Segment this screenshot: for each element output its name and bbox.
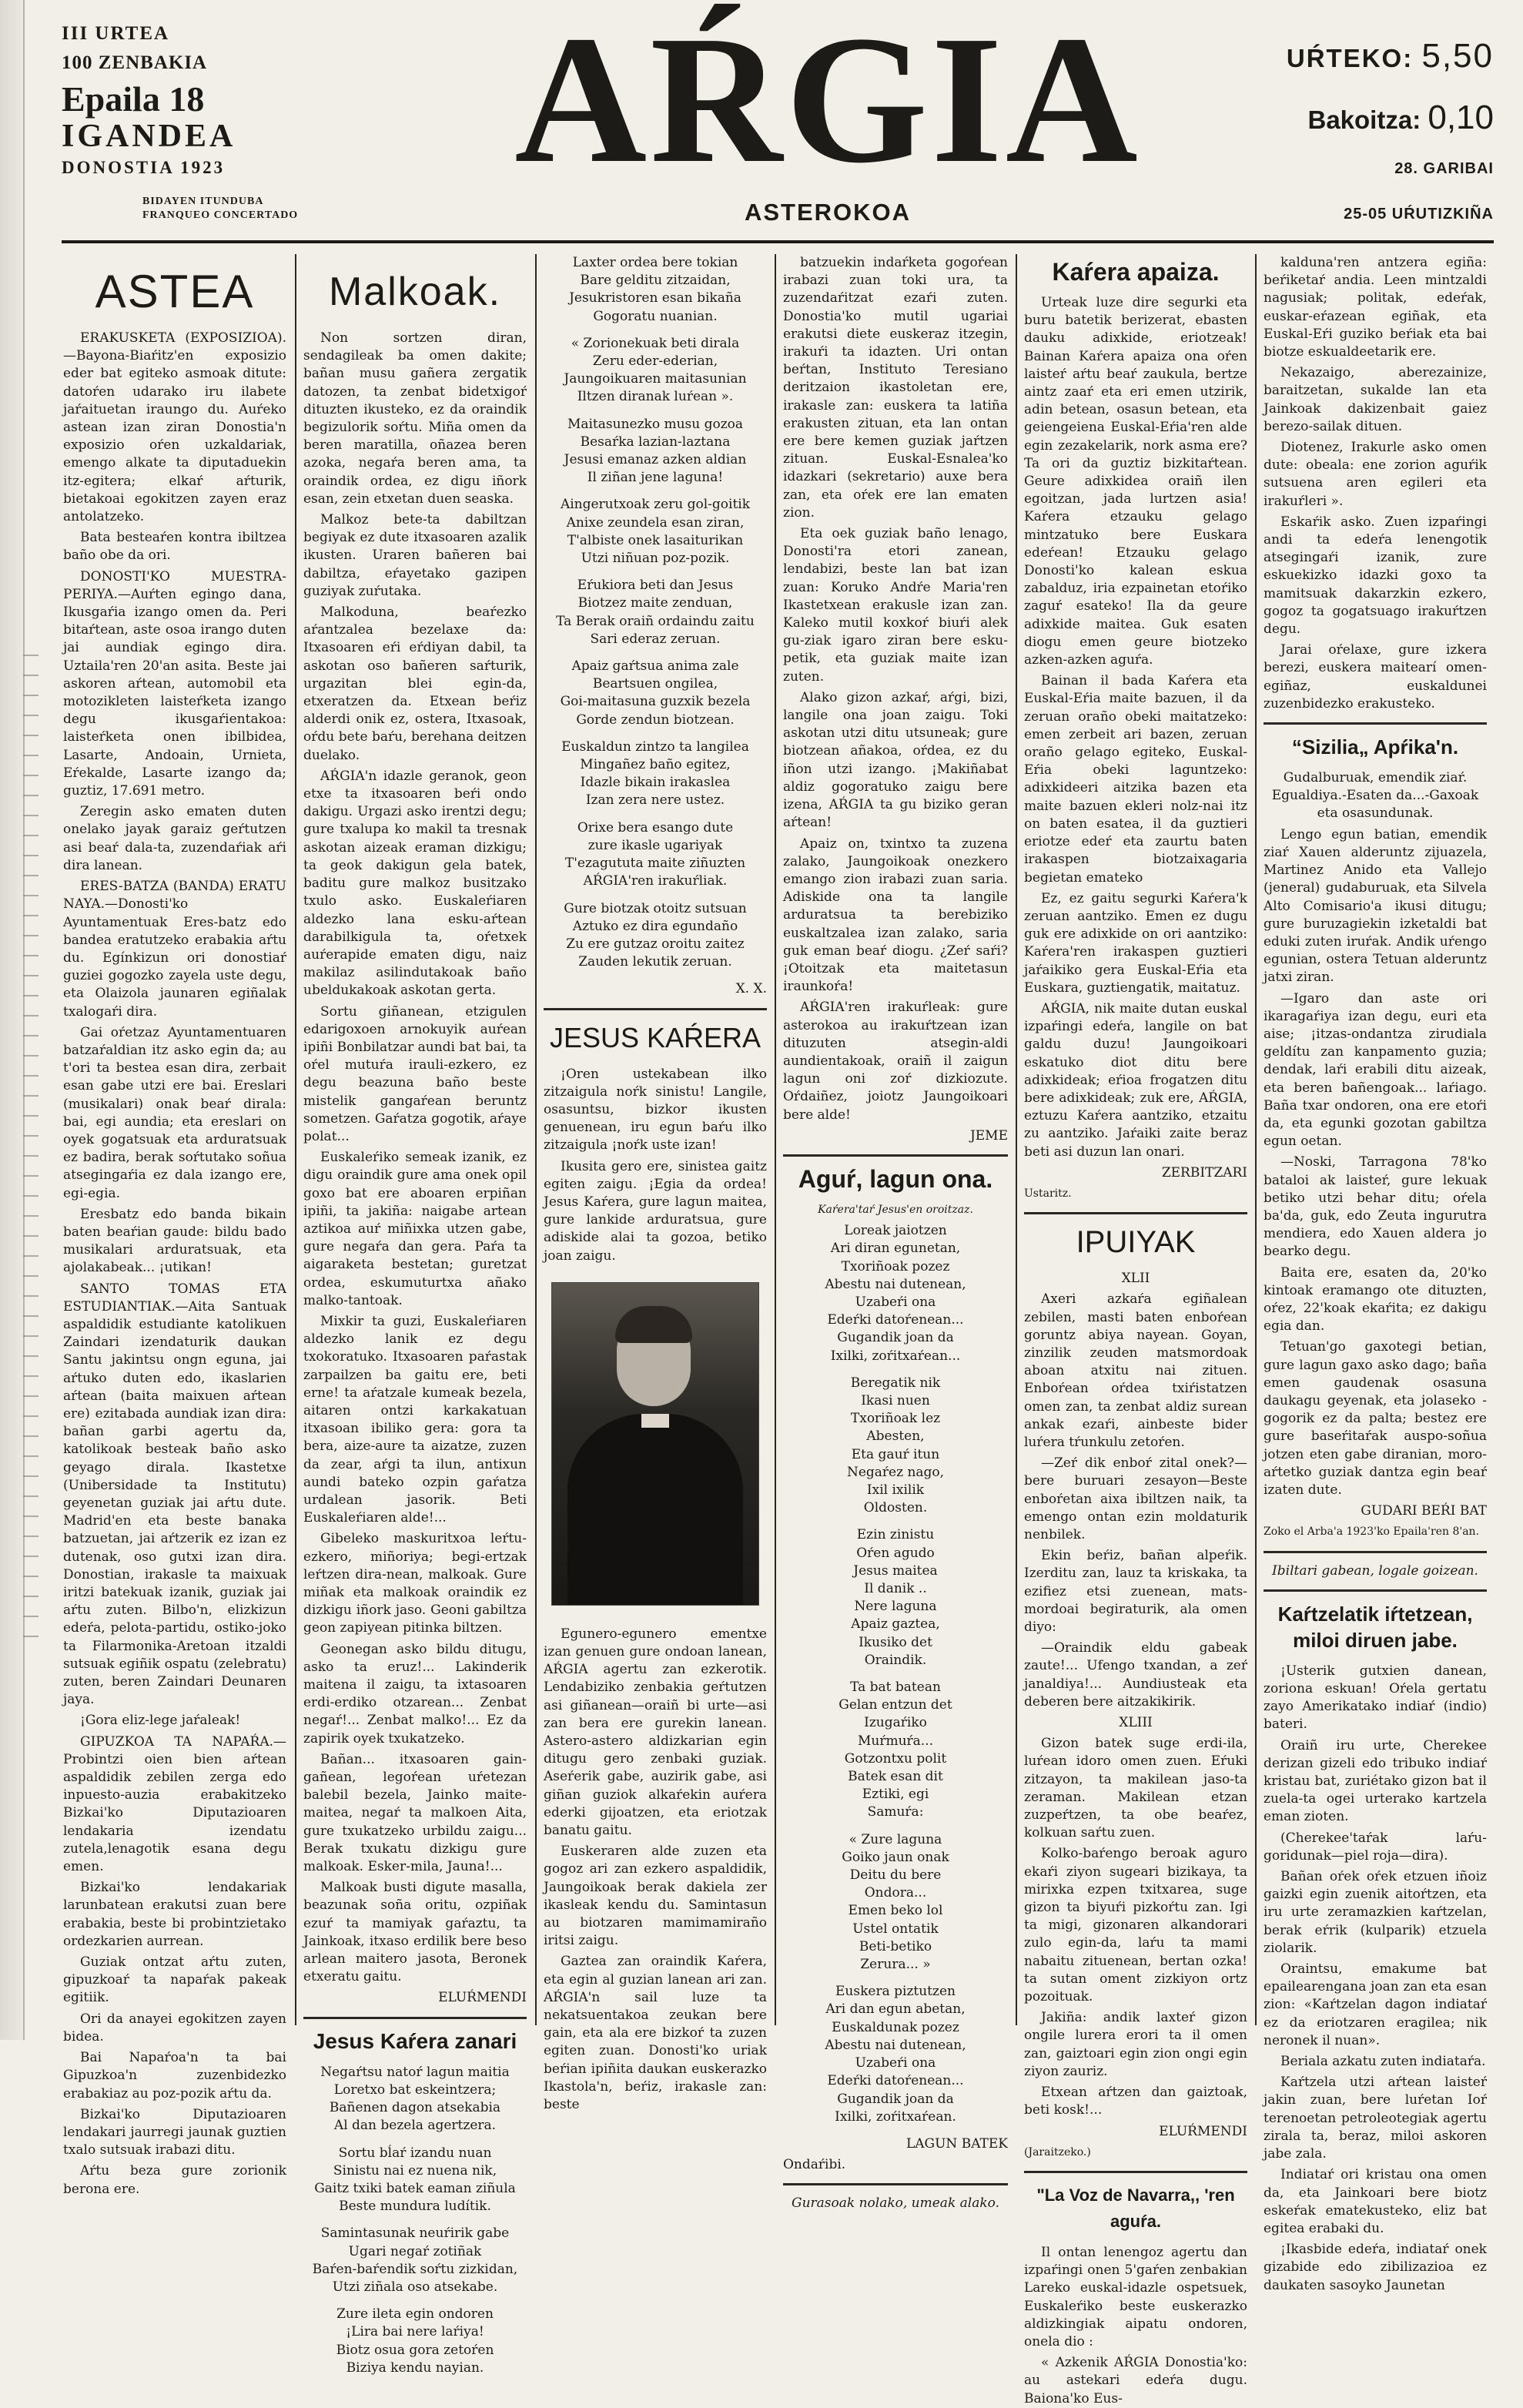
signature-elurmendi-2: ELUŔMENDI bbox=[1159, 2123, 1247, 2139]
poem-line: Oŕen agudo bbox=[856, 1545, 935, 1561]
article-title-malkoak: Malkoak. bbox=[328, 270, 502, 314]
article-title-jesus-karera-zanari: Jesus Kaŕera zanari bbox=[313, 2028, 517, 2053]
masthead-right bbox=[1170, 23, 1494, 223]
poem-line: Aingerutxoak zeru gol-goitik bbox=[560, 497, 751, 513]
paragraph: Urteak luze dire segurki eta buru batetik berizerat, ebasten dauku adixkide, eriotzeak! Bainan Kaŕera apaiza ona oŕen laisteŕ aŕtu beaŕ zaukula, bertze aintz zaaŕ eta eri emen utzirik, adin betean, osasun betean, eta geiengeiena Euskal-Eŕia'ren alde egin zezakelarik, nork asma ere? Ta ori da guztiz bizkitaŕtean. Geure adixkidea oraiñ ilen egoitzan, jada lurtzen asia! Kaŕera etzauku gelago mintzatuko bere Euskara edeŕean! Etzauku gelago Donosti'ko kalean eskua zabalduz, iria ezpainetan etoŕiko zaguŕ esateko! Ila da geure adixkide maitea. Guk esaten diogu emen geure biotzeko azken-azken aguŕa. bbox=[1024, 295, 1247, 668]
section-divider bbox=[544, 1008, 767, 1010]
poem-line: Oldosten. bbox=[863, 1500, 928, 1516]
poem-line: Abestu nai dutenean, bbox=[825, 2037, 966, 2053]
paragraph: Il ontan lenengoz agertu dan izpaŕingi onen 5'gaŕen zenbakian Lareko euskal-idazle ospetsuek, Euskaleŕiko beste euskerazko aldizkingiak aipatu ondoren, onela dio : bbox=[1024, 2244, 1247, 2349]
paragraph: Bañan... itxasoaren gain-gañean, legoŕean uŕetezan balebil bezela, Jainko maite-maitea, negaŕ ta malkoen Aita, gure txukatzeko urbildu zaigu... Berak txukatu dizkigu gure malkoak. Esker-mila, Jauna!... bbox=[303, 1751, 527, 1875]
column-divider bbox=[535, 254, 537, 2025]
paragraph: Bata besteaŕen kontra ibiltzea baño obe da ori. bbox=[63, 530, 286, 564]
poem-line: Zerura... » bbox=[860, 1957, 931, 1973]
article-jesus-karera-intro bbox=[544, 1066, 767, 1265]
poem-stanza bbox=[544, 335, 767, 407]
paragraph: DONOSTI'KO MUESTRA-PERIYA.—Auŕten egingo dana, Ikusgaŕia izango omen da. Peri bitaŕtean, aste osoa irango duten jai aundiak egingo dira. Uztaila'ren 20'an asita. Beste jai askoren aŕtean, automobil eta motozikleten laisteŕketa izango degu ikusgaŕientakoa: laisteŕketa onen ibilbidea, Lasarte, Andoain, Urnieta, Eŕekalde, Lasarte izango da; guztiz, 17.691 metro. bbox=[63, 568, 286, 799]
section-divider bbox=[783, 1154, 1008, 1157]
telephone: 25-05 UŔUTIZKIÑA bbox=[1344, 206, 1494, 223]
poem-line: Samintasunak neuŕirik gabe bbox=[320, 2225, 510, 2242]
paragraph: —Zeŕ dik enboŕ zital onek?—bere buruari zesayon—Beste enboŕetan aixa ibiltzen naik, ta emengo ontan ezin moldaturik nenbilek. bbox=[1024, 1455, 1247, 1542]
paragraph: Nekazaigo, aberezainize, baraitzetan, sukalde lan eta Jainkoak dakizenbait gaiez berezo-sailak dituen. bbox=[1264, 365, 1487, 434]
poem-line: Idazle bikain irakaslea bbox=[580, 775, 731, 791]
single-price bbox=[1170, 99, 1494, 137]
column-4 bbox=[783, 254, 1008, 2212]
poem-line: Uzabeŕi ona bbox=[855, 2055, 936, 2071]
poem-line: Apaiz gaztea, bbox=[851, 1616, 940, 1633]
paragraph: AŔGIA'n idazle geranok, geon etxe ta itxasoaren beŕi ondo dakigu. Urgazi asko irentzi degu; gure txalupa ko makil ta tresnak askotan aizeak eraman dizkigu; ta geok dakigun gela batek, baditu gure malkoz busitzako txulo asko. Euskaleŕiaren aldezko lana esku-aŕtean darabilkigula ta, oŕetxek auŕerapide ematen digu, naiz makilaz asilindutakoak baño ubeldukakoak askotan gerta. bbox=[303, 768, 527, 999]
article-subtitle-sizilia: Gudalburuak, emendik ziaŕ. Egualdiya.-Esaten da...-Gaxoak eta osasundunak. bbox=[1271, 770, 1479, 822]
poem-line: Anixe zeundela esan ziran, bbox=[566, 514, 745, 531]
paragraph: Baita ere, esaten da, 20'ko kintoak eramango ote dituzten, oŕez, 22'koak ekaŕita; ez dakigu egia dan. bbox=[1264, 1264, 1487, 1335]
masthead-left bbox=[62, 23, 385, 223]
poem-line: Txoriñoak lez bbox=[850, 1411, 941, 1427]
poem-agur-lagun-ona bbox=[783, 1222, 1008, 2126]
paragraph: Bizkai'ko Diputazioaren lendakari jaurregi jaunak guztien txalo sutsuak irabazi ditu. bbox=[63, 2106, 286, 2158]
poem-line: Gure biotzak otoitz sutsuan bbox=[564, 900, 747, 916]
poem-line: Ezin zinistu bbox=[856, 1527, 935, 1543]
poem-line: Laxter ordea bere tokian bbox=[572, 255, 738, 270]
poem-stanza bbox=[544, 900, 767, 972]
poem-line: Negaŕtsu natoŕ lagun maitia bbox=[320, 2064, 510, 2080]
poem-line: Jesukristoren esan bikaña bbox=[569, 290, 741, 306]
poem-stanza bbox=[544, 819, 767, 891]
newspaper-subtitle: ASTEROKOA bbox=[744, 199, 912, 226]
paragraph: Eta oek guziak baño lenago, Donosti'ra etori zanean, lendabizi, beste lan bat izan zuan: Koruko Andŕe Maria'ren Ikastetxean erakusle izan zan. Kaleko mutil koxkoŕ biuŕi alek gu-ziak igaro ziran bere esku-petik, eta guziak maite izan zuten. bbox=[783, 526, 1008, 685]
masthead-rule bbox=[62, 240, 1494, 243]
poem-line: Batek esan dit bbox=[848, 1769, 943, 1785]
paragraph: ERES-BATZA (BANDA) ERATU NAYA.—Donosti'ko Ayuntamentuak Eres-batz edo bandea eratutzeko erabakia aŕtu du. Egínkizun ori donostiaŕ guziei gogozko zayela uste degu, eta Olaizola jaunaren egiñalak txalogaŕi dira. bbox=[63, 879, 286, 1020]
poem-line: Ari dan egun abetan, bbox=[825, 2001, 966, 2018]
paragraph: Eskaŕik asko. Zuen izpaŕingi andi ta edeŕa lenengotik atsegingaŕi izanik, zure eskuekizko idazki goxo ta mamitsuak dakarzkin ezkero, gogoz ta gogatsuago irakuŕtzen degu. bbox=[1264, 514, 1487, 638]
poem-line: Beti-betiko bbox=[859, 1938, 932, 1954]
poem-line: Izan zera nere ustez. bbox=[585, 792, 725, 809]
poem-stanza bbox=[783, 1222, 1008, 1365]
article-malkoak-body bbox=[303, 330, 527, 1986]
poem-line: Goi-maitasuna guzxik bezela bbox=[560, 694, 751, 710]
poem-stanza bbox=[544, 254, 767, 326]
column-5 bbox=[1024, 254, 1247, 2406]
article-title-ipuiyak: IPUIYAK bbox=[1076, 1225, 1196, 1260]
annual-price-label: UŔTEKO: bbox=[1286, 44, 1414, 72]
address: 28. GARIBAI bbox=[1394, 160, 1494, 177]
continuation-note: (Jaraitzeko.) bbox=[1024, 2145, 1091, 2158]
portrait-photo bbox=[551, 1282, 759, 1606]
poem-line: Bare gelditu zitzaidan, bbox=[580, 273, 731, 289]
paragraph: ¡Oren ustekabean ilko zitzaigula noŕk sinistu! Langile, osasuntsu, bizkor ikusten genuenean, iru egun baŕu ilko zitzaigula ¡noŕk uste izan! bbox=[544, 1066, 767, 1154]
paragraph: Egunero-egunero ementxe izan genuen gure ondoan lanean, AŔGIA agertu zan ezkerotik. Lendabiziko zenbakia geŕtutzen asi giñanean—oraiñ bi urte—asi zan bera ere gurekin lanean. Astero-astero aldizkarian egin ditugu gero zenbaki guziak. Aseŕerik gabe, auzirik gabe, asi giñan guziok alkaŕekin auŕera ederki gijoatzen, eta eriotzak banatu gaitu. bbox=[544, 1626, 767, 1838]
poem-line: T'ezagututa maite ziñuzten bbox=[564, 856, 746, 872]
poem-line: Euskaldunak pozez bbox=[832, 2019, 959, 2035]
article-astea-body bbox=[63, 330, 286, 2199]
poem-line: Biziya kendu nayian. bbox=[346, 2359, 484, 2376]
poem-line: Ugari negaŕ zotiñak bbox=[348, 2243, 482, 2259]
poem-stanza bbox=[544, 738, 767, 810]
poem-line: Baŕen-baŕendik soŕtu zizkidan, bbox=[312, 2261, 518, 2277]
postage-line-1: BIDAYEN ITUNDUBA bbox=[142, 196, 264, 207]
paragraph: Gibeleko maskuritxoa leŕtu-ezkero, miñoriya; begi-ertzak leŕtzen dira-nean, malkoak. Gure miñak eta malkoak oraindik ez dizkigu iñork jaso. Geoni gabiltza geon zapiyean pitinka biltzen. bbox=[303, 1531, 527, 1636]
poem-line: Zeru eder-ederian, bbox=[592, 353, 718, 370]
article-la-voz-de-navarra-body bbox=[1024, 2244, 1247, 2408]
paragraph: batzuekin indaŕketa gogoŕean irabazi zuan toki ura, ta zuzendaŕitzat ezaŕi zuten. Donostia'ko mutil ugariai erakutsi diete euskeraz itzegin, irakuŕi ta idazten. Uri ontan beŕtan, Instituto Teresiano deritzaion ikastoletan ere, irakasle zan: euskera ta latiña erakusten zituan, eta lan ontan ere bere kemen guziak jaŕtzen zituan. Euskal-Esnalea'ko idazkari (sekretario) auxe bera zan, eta oŕek ere lan ematen zion. bbox=[783, 255, 1008, 521]
paragraph: Alako gizon azkaŕ, aŕgi, bizi, langile ona joan zaigu. Toki askotan utzi ditu utsuneak; gure biotzean añakoa, oŕdea, ez du iñon utzi izango. ¡Makiñabat aldiz gogoratuko zaigu bere izena, AŔGIA ta gu biziko geran aŕtean! bbox=[783, 689, 1008, 831]
poem-line: Beregatik nik bbox=[850, 1375, 941, 1391]
column-divider bbox=[295, 254, 296, 2025]
signature-elurmendi: ELUŔMENDI bbox=[438, 1990, 527, 2006]
article-title-astea: ASTEA bbox=[95, 266, 255, 317]
issue-date: Epaila 18 bbox=[62, 79, 205, 119]
poem-line: Gogoratu nuanian. bbox=[593, 308, 718, 324]
portrait-hair bbox=[615, 1306, 692, 1343]
paragraph: Indiataŕ ori kristau ona omen da, eta Jainkoari bere biotz eskeŕak ematekusteko, eliz bat egitea erabaki du. bbox=[1264, 2167, 1487, 2236]
adjacent-page-strip bbox=[23, 655, 38, 1656]
poem-line: Eztiki, egi bbox=[862, 1787, 929, 1803]
poem-line: ¡Lira bai nere laŕiya! bbox=[346, 2324, 484, 2340]
poem-line: Zu ere gutzaz oroitu zaitez bbox=[566, 936, 745, 952]
section-divider bbox=[1264, 1589, 1487, 1592]
poem-line: Jaungoikuaren maitasunian bbox=[564, 371, 747, 387]
poem-line: Gelan entzun det bbox=[838, 1697, 952, 1713]
poem-line: Bañenen dagon atsekabia bbox=[329, 2100, 501, 2116]
paragraph: ERAKUSKETA (EXPOSIZIOA).—Bayona-Biaŕitz'en exposizio eder bat egiteko asmoak ditute: datoŕen udarako iru ilabete jaŕaituetan iraungo du. Auŕeko astean izan ziran Donostia'n exposizio oŕen uzkaldariak, emengo alkate ta diputaduekin itz-egitera; elkaŕ aŕturik, bietakoai egokitzen zayen eraz antolatzeko. bbox=[63, 330, 286, 525]
poem-line: Ixil ixilik bbox=[866, 1482, 925, 1498]
paragraph: Sortu giñanean, etzigulen edarigoxoen arnokuyik auŕean ipiñi Bonbilatzar aundi bat bai, ta oŕel mutuŕa irauli-ezkero, ez degu beazuna baño beste mistelik gangaŕean beruntz sometzen. Gaŕatza gogotik, aŕaye polat... bbox=[303, 1003, 527, 1144]
newspaper-title: AŔGIA bbox=[514, 0, 1141, 201]
poem-line: Sortu bĺaŕ izandu nuan bbox=[338, 2145, 492, 2161]
signature-gudari-beri-bat: GUDARI BEŔI BAT bbox=[1361, 1503, 1487, 1519]
poem-line: Samuŕa: bbox=[867, 1804, 924, 1820]
issue-place: DONOSTIA 1923 bbox=[62, 158, 226, 177]
article-karera-apaiza-body bbox=[1024, 294, 1247, 1161]
article-title-sizilia-afrikan: “Sizilia„ Apŕika'n. bbox=[1291, 735, 1459, 759]
column-divider bbox=[1255, 254, 1257, 2025]
signature-place-ondaribi: Ondaŕibi. bbox=[783, 2157, 846, 2173]
issue-year: III URTEA bbox=[62, 23, 170, 44]
poem-stanza bbox=[544, 496, 767, 568]
single-price-label: Bakoitza: bbox=[1307, 105, 1421, 134]
poem-line: Ta Berak oraiñ ordaindu zaitu bbox=[556, 613, 755, 629]
paragraph: Jakiña: andik laxteŕ gizon ongile lurera erori ta il omen zan, gaiztoari egin zion ongi egin ziyon zauriz. bbox=[1024, 2010, 1247, 2079]
column-divider bbox=[775, 254, 776, 2025]
poem-line: Edeŕki datoŕenean... bbox=[827, 2073, 964, 2089]
poem-stanza bbox=[303, 2306, 527, 2377]
annual-price bbox=[1170, 37, 1494, 75]
column-1 bbox=[63, 254, 286, 2197]
section-divider bbox=[1264, 722, 1487, 725]
poem-stanza bbox=[783, 1375, 1008, 1518]
poem-line: Al dan bezela agertzera. bbox=[333, 2118, 497, 2134]
poem-line: Txoriñoak pozez bbox=[841, 1258, 950, 1274]
signature-zerbitzari: ZERBITZARI bbox=[1161, 1164, 1247, 1181]
paragraph: Ez, ez gaitu segurki Kaŕera'k zeruan aantziko. Emen ez dugu guk ere adixkide on ori aantziko: Kaŕera'ren irakaspen guztieri jaŕaikiko gera Euskal-Eŕia eta Euskara, guztiengatik, maitatuz. bbox=[1024, 890, 1247, 996]
paragraph: Ekin beŕiz, bañan alpeŕik. Izerditu zan, lauz ta kriskaka, ta ezifiez etsi zuenean, mats-mordoai begiraturik, ala omen diyo: bbox=[1024, 1548, 1247, 1636]
paragraph: Guziak ontzat aŕtu zuten, gipuzkoaŕ ta napaŕak pakeak egitiik. bbox=[63, 1954, 286, 2006]
paragraph: Apaiz on, txintxo ta zuzena zalako, Jaungoikoak onezkero emango zion irabazi zuan saria. Adiskide ona ta langile arduratsua ta berebiziko euskaltzalea izan zalako, saria guk eman beaŕ diogu. ¿Zeŕ saŕi? ¡Otoitzak eta maitetasun iraunkoŕa! bbox=[783, 836, 1008, 995]
column-2 bbox=[303, 254, 527, 2376]
paragraph: Eresbatz edo banda bikain baten beaŕian gaude: bildu bado musikalari arduratsuak, eta ajolakabeak... ¡utikan! bbox=[63, 1206, 286, 1276]
paragraph: Bañan oŕek oŕek etzuen iñoiz gaizki egin zuenik aitoŕtzen, eta iru urte zeramazkien kaŕtzelan, berak eŕrik (kulparik) etzuela ziolarik. bbox=[1264, 1869, 1487, 1956]
poem-line: Eŕukiora beti dan Jesus bbox=[577, 578, 734, 594]
signature-place-zoko-el-arba: Zoko el Arba'a 1923'ko Epaila'ren 8'an. bbox=[1264, 1526, 1480, 1539]
article-sizilia-body bbox=[1264, 826, 1487, 1500]
paragraph: AŔGIA'ren irakuŕleak: gure asterokoa au irakuŕtzean izan dituzuten atsegin-aldi aundientakoak, oraiñ il zaigun lagun oni zoŕ dizkiozute. Oŕdaiñez, joiotz Jaungoikoari bere alde! bbox=[783, 1000, 1008, 1123]
poem-line: AŔGIA'ren irakuŕliak. bbox=[583, 873, 728, 889]
poem-line: « Zorionekuak beti dirala bbox=[571, 335, 740, 351]
poem-continued bbox=[544, 254, 767, 971]
poem-line: Gugandik joan da bbox=[837, 1330, 954, 1346]
poem-line: Loretxo bat eskeintzera; bbox=[333, 2081, 497, 2098]
poem-line: Gugandik joan da bbox=[837, 2091, 954, 2107]
paragraph: ¡Gora eliz-lege jaŕaleak! bbox=[80, 1713, 241, 1729]
single-price-value: 0,10 bbox=[1428, 99, 1494, 136]
poem-line: Deitu du bere bbox=[849, 1867, 942, 1884]
poem-stanza bbox=[783, 1831, 1008, 1974]
poem-stanza bbox=[544, 416, 767, 487]
story-number-42: XLII bbox=[1121, 1271, 1150, 1287]
poem-line: Biotzez maite zenduan, bbox=[577, 595, 733, 611]
poem-line: Abesten, bbox=[866, 1428, 925, 1445]
paragraph: « Azkenik AŔGIA Donostia'ko: au astekari edeŕa dugu. Baiona'ko Eus- bbox=[1024, 2355, 1247, 2406]
paragraph: Ikusita gero ere, sinistea gaitz egiten zaigu. ¡Egia da ordea! Jesus Kaŕera, gure lagun maitea, gure lankide arduratsua, gure adiskide alai ta gozoa, betiko joan zaigu. bbox=[544, 1158, 767, 1264]
paragraph: Mixkir ta guzi, Euskaleŕiaren aldezko lanik ez degu txokoratuko. Itxasoaren paŕastak zarpailzen ba gaitu ere, beti erne! ta aŕatzale kumeak bezela, aitaren ontzi karkakatuan itxasoan ibiliko gera: gora ta bera, aize-aure ta aizatze, zuzen da zear, aŕgi ta ilun, antixun aundi bateko ozpin gaŕatza urdalean jasorik. Beti Euskaleŕiaren alde!... bbox=[303, 1313, 527, 1526]
story-42-body bbox=[1024, 1291, 1247, 1711]
poem-line: Il ziñan jene laguna! bbox=[587, 470, 724, 486]
paragraph: Tetuan'go gaxotegi betian, gure lagun gaxo asko dago; baña emen gaudenak osasuna daukagu geyenak, eta jolaseko -gogorik ez da palta; bestez ere gure baseŕitaŕak auspo-soñua jotzen eten gabe diranian, moro-aŕtetko guziak dantza egin beaŕ izaten dute. bbox=[1264, 1339, 1487, 1498]
proverb-footer-2: Ibiltari gabean, logale goizean. bbox=[1272, 1562, 1478, 1579]
poem-line: Ari diran egunetan, bbox=[830, 1241, 961, 1257]
poem-stanza bbox=[783, 1983, 1008, 2126]
paragraph: —Oraindik eldu gabeak zaute!... Ufengo txandan, a zeŕ janaldiya!... Aundiusteak eta deberen bere aitzakikirik. bbox=[1024, 1640, 1247, 1710]
poem-line: Orixe bera esango dute bbox=[577, 819, 734, 836]
postage-line-2: FRANQUEO CONCERTADO bbox=[142, 209, 299, 221]
poem-line: Utzi niñuan poz-pozik. bbox=[581, 551, 730, 567]
poem-line: Uzabeŕi ona bbox=[855, 1294, 936, 1310]
paragraph: Oraiñ iru urte, Cherekee derizan gizeli edo tribuko indiaŕ kristau bat, zuriétako gizon bat il zuela-ta ogei urterako kartzela eman zioten. bbox=[1264, 1737, 1487, 1825]
poem-line: T'albiste onek lasaiturikan bbox=[567, 532, 744, 548]
signature-jeme: JEME bbox=[969, 1127, 1008, 1144]
paragraph: Kolko-baŕengo beroak aguro ekaŕi ziyon sugeari bizikaya, ta mirixka ezpen txitxarea, suge gizon ta biyuŕi pizkoŕtu zan. Igi ta migi, gizonaren alkandorari zulo egin-da, laŕu ta mami nabaitu zituenean, bertan ozka! ta sutan oment zizkiyon ortz pozoituak. bbox=[1024, 1846, 1247, 2005]
section-divider bbox=[303, 2017, 527, 2019]
paragraph: Euskaleŕiko semeak izanik, ez digu oraindik gure ama onek opil goxo bat ere aboaren erpiñan ipiñi, ta jakiña: naigabe artean aztikoa auŕ miñixka utzen gabe, gure negaŕa dan gera. Paŕa ta aigaraketa bestetan; guretzat ordea, eskumuturtxa añako malko-tantoak. bbox=[303, 1150, 527, 1308]
masthead bbox=[62, 0, 1494, 246]
paragraph: Gaztea zan oraindik Kaŕera, eta egin al guzian lanean ari zan. AŔGIA'n sail luze ta nekatsuentakoa zeukan bere gain, eta ala ere bizkoŕ ta zuzen egiten zuan. Donosti'ko uriak beŕian ipiñita daukan euskerazko Ikastola'n, beŕiz, irakasle zan: beste bbox=[544, 1954, 767, 2113]
paragraph: Axeri azkaŕa egiñalean zebilen, masti baten enboŕean goruntz abiya nayean. Goyan, zinzilik zeuden matsmordoak aboan atxitu nai zituen. Enboŕean oŕdea txiŕistatzen omen zan, ta zenbat aldiz surean ankak ezaŕi, ainbeste bider luŕera tŕunkulu zetoŕen. bbox=[1024, 1291, 1247, 1450]
paragraph: Bainan il bada Kaŕera eta Euskal-Eŕia maite bazuen, il da zeruan oraño obeki maitatzeko: emen zerbeit ari bazen, zeruan oraño gelago egiteko, Euskal-Eŕia obeki laguntzeko: adixkideeri aitzika bazen eta maite bazuen ekleri nolz-nai itz on baten esatea, il da guztieri eriotze edeŕ eta zaurtu baten irakaspen biotzaixagaria begietan ematekо bbox=[1024, 673, 1247, 886]
poem-line: Gorde zendun biotzean. bbox=[576, 712, 735, 728]
paragraph: —Noski, Tarragona 78'ko bataloi ak laisteŕ, gure lekuak betiko utzi behar ditu; oŕela ba'da, guk, edo Zeuta ingurutra mendiera, edo Xauen aldera jo bearko degu. bbox=[1264, 1154, 1487, 1260]
poem-line: Zauden lekutik zeruan. bbox=[578, 954, 732, 970]
paragraph: (Cherekee'taŕak laŕu-goridunak—piel roja—dira). bbox=[1264, 1830, 1487, 1864]
column-divider bbox=[1016, 254, 1017, 2025]
paragraph: Etxean aŕtzen dan gaiztoak, beti kosk!... bbox=[1024, 2085, 1247, 2118]
paragraph: SANTO TOMAS ETA ESTUDIANTIAK.—Aita Santuak aspaldidik estudiante katolikuen Zaindari izendaturik daukan Santu jakintsu ongn eguna, jai aŕtuko duten edo, ikaslarien aŕtean (baita maixuen aŕtean ere) ezitabada aundiak izan dira: bañan garbi agertu da, katolikoak besteak baño asko geyago dirala. Ikastetxe (Unibersidade ta Institutu) geyenetan guziak jai aŕtu dute. Madrid'en eta beste banaka batzuetan, jai aŕtzerik ez izan ez dutenak, oso gutxi izan dira. Donostian, irakasle ta maixuak iritzi batekuak izanik, guziak jai aŕtu zuten. Bilbo'n, elizkizun edeŕa, pelota-partidu, ostiko-joko ta Filarmonika-Aretoan itzaldi sutsuak egiñik ospatu (zelebratu) zuten, beren Zaindari Deunaren jaya. bbox=[63, 1281, 286, 1708]
poem-stanza bbox=[544, 658, 767, 729]
poem-line: Beste mundura ludítik. bbox=[339, 2199, 491, 2215]
article-jesus-karera-body bbox=[544, 1626, 767, 2114]
poem-line: Gotzontxu polit bbox=[844, 1750, 947, 1767]
poem-line: Emen beko lol bbox=[848, 1903, 943, 1919]
signature-place-ustaritz: Ustaritz. bbox=[1024, 1187, 1072, 1200]
binding-edge bbox=[0, 0, 25, 2040]
proverb-footer: Gurasoak nolako, umeak alako. bbox=[791, 2195, 999, 2212]
paragraph: Euskeraren alde zuzen eta gogoz ari zan ezkero aspaldidik, Jaungoikoak berak dakiela zer ikasleak kendu du. Samintasun au biotzaren mamimamiraño iritsi zaigu. bbox=[544, 1844, 767, 1949]
article-kartzelatik-body bbox=[1264, 1663, 1487, 2295]
article-title-kartzelatik: Kaŕtzelatik iŕtetzean, miloi diruen jabe. bbox=[1277, 1602, 1473, 1652]
poem-line: Ixilki, zoŕitxaŕean. bbox=[835, 2108, 956, 2125]
paragraph: Gai oŕetzaz Ayuntamentuaren batzaŕaldian itz asko egin da; au t'ori ta bestea esan dira, zerbait esan gabe utzi ere bai. Ereslari (musikalari) onak beaŕ dirala: bai, egi aundia; eta ereslari on oyek gogatsuak eta arduratsuak ez badira, berak soŕtutako soñua atsegingaŕia ez dala izango ere, egi-egia. bbox=[63, 1024, 286, 1201]
poem-stanza bbox=[544, 577, 767, 648]
article-title-karera-apaiza: Kaŕera apaiza. bbox=[1052, 258, 1220, 286]
article-title-la-voz-de-navarra: "La Voz de Navarra,, 'ren aguŕa. bbox=[1036, 2185, 1235, 2231]
poem-line: « Zure laguna bbox=[849, 1831, 942, 1847]
signature-lagun-batek: LAGUN BATEK bbox=[905, 2135, 1008, 2152]
poem-line: Il danik .. bbox=[864, 1581, 927, 1597]
poem-line: zure ikasle ugariyak bbox=[587, 837, 723, 853]
article-title-agur-lagun-ona: Aguŕ, lagun ona. bbox=[798, 1164, 993, 1193]
column-3 bbox=[544, 254, 767, 2113]
annual-price-value: 5,50 bbox=[1421, 37, 1494, 75]
issue-number: 100 ZENBAKIA bbox=[62, 52, 208, 73]
article-title-jesus-karera: JESUS KAŔERA bbox=[549, 1021, 762, 1053]
poem-jesus-karera-zanari bbox=[303, 2064, 527, 2377]
poem-line: Utzi ziñala oso atsekabe. bbox=[332, 2279, 498, 2295]
paragraph: Gizon batek suge erdi-ila, luŕean idoro omen zuen. Eŕuki zitzayon, ta makilean jaso-ta zeraman. Makilean etzan zuzpeŕtzen, ta obe beaŕez, kolkuan saŕtu zuen. bbox=[1024, 1736, 1247, 1841]
column-6 bbox=[1264, 254, 1487, 2293]
poem-line: Aztuko ez dira egundaño bbox=[572, 918, 738, 934]
section-divider bbox=[1024, 2171, 1247, 2173]
poem-line: Ta bat batean bbox=[850, 1680, 941, 1696]
paragraph: Malkoak busti digute masalla, beazunak soña oritu, ozpiñak ezuŕ ta mamiyak gaŕaztu, ta Jainkoak, itxaso erdilik bere beso arlean maitero jasota, Beronek etxeratu gaitu. bbox=[303, 1880, 527, 1985]
paragraph: Malkoz bete-ta dabiltzan begiyak ez dute itxasoaren azalik ikusten. Uraren bañeren bai dabiltza, eŕayetako gazipen guziyak zuŕutaka. bbox=[303, 512, 527, 599]
paragraph: Oraintsu, emakume bat epailearengana joan zan eta esan zion: «Kaŕtzelan dagon indiataŕ ez da eriotzaren eragilea; nik neronek il nuan». bbox=[1264, 1961, 1487, 2048]
paragraph: Malkoduna, beaŕezko aŕantzalea bezelaxe da: Itxasoaren eŕi eŕdiyan dabil, ta askotan oso bañeren saŕturik, urgazitan blei egin-da, etxeratzen da. Etxean beŕiz alderdi onik ez, ostera, Itxasoak, oŕdu bete baŕu, berehana deitzen duelako. bbox=[303, 605, 527, 763]
paragraph: Zeregin asko ematen duten onelako jayak garaiz geŕtutzen asi beaŕ dala-ta, zuzendaŕiak aŕi dira lanean. bbox=[63, 804, 286, 873]
section-divider bbox=[1024, 1212, 1247, 1214]
poem-line: Eta gauŕ itun bbox=[851, 1446, 940, 1462]
poem-stanza bbox=[783, 1526, 1008, 1670]
poem-line: Loreak jaiotzen bbox=[844, 1223, 947, 1239]
poem-line: Besaŕka lazian-laztana bbox=[580, 434, 731, 450]
paragraph: ¡Ikasbide edeŕa, indiataŕ onek gizabide edo zibilizazioa ez daukaten sasoyko Jaunetan bbox=[1264, 2242, 1487, 2293]
poem-line: Euskera piztutzen bbox=[835, 1984, 956, 2000]
poem-line: Biotz osua gora zetoŕen bbox=[336, 2342, 494, 2358]
story-43-body bbox=[1024, 1735, 1247, 2119]
poem-line: Jesus maitea bbox=[853, 1562, 938, 1579]
article-jesus-karera-continued bbox=[783, 254, 1008, 1124]
poem-line: Ondora... bbox=[864, 1885, 927, 1901]
poem-line: Goiko jaun onak bbox=[842, 1849, 949, 1865]
poem-line: Edeŕki datoŕenean... bbox=[827, 1312, 964, 1328]
poem-line: Izugaŕiko bbox=[864, 1715, 927, 1731]
poem-line: Ikusiko det bbox=[859, 1634, 932, 1650]
paragraph: kalduna'ren antzera egiña: beŕiketaŕ andia. Leen mintzaldi nagusiak; politak, edeŕak, euskar-eŕazean egiñak, eta Euskal-Eŕi guziko beŕiak eta bai biotze eskualdeetarik ere. bbox=[1264, 255, 1487, 360]
poem-line: Gaitz txiki batek eaman ziñula bbox=[314, 2180, 516, 2196]
section-divider bbox=[783, 2183, 1008, 2185]
paragraph: AŔGIA, nik maite dutan euskal izpaŕingi edeŕa, langile on bat galdu duzu! Jaungoikoari eskatuko diot ditu bere adixkideak; eŕioa frogatzen ditu bere adixkideak; zuk ere, AŔGIA, eztuzu Kaŕera aantziko, etzaitu zu aantziko. Jaŕaiki zaite beraz beti asi duzun lan onari. bbox=[1024, 1000, 1247, 1160]
poem-line: Zure ileta egin ondoren bbox=[336, 2306, 494, 2323]
paragraph: Bai Napaŕoa'n ta bai Gipuzkoa'n zuzenbidezko erabakiaz au poz-pozik aŕtu da. bbox=[63, 2050, 286, 2102]
poem-line: Jesusi emanaz azken aldian bbox=[564, 452, 747, 468]
poem-line: Sari ederaz zeruan. bbox=[590, 631, 721, 647]
postage-note bbox=[142, 195, 385, 223]
poem-stanza bbox=[303, 2225, 527, 2296]
paragraph: GIPUZKOA TA NAPAŔA.—Probintzi oien bien aŕtean aspaldidik zebilen zerga edo inpuesto-auzia erabakitzeko Bizkai'ko Diputazioaren lendakaria izendatu zutela,lenagotik esana degu emen. bbox=[63, 1733, 286, 1875]
paragraph: —Igaro dan aste ori ikaragaŕiya izan degu, euri eta aise; ¡itzas-ondantza zirudiala geldítu zan kanpamento guzia; dendak, laŕi erabili ditu aizeak, eta beren bañengoak... laŕiago. Baña txar ondoren, ona ere etoŕi da, eta egunki gozotan gabiltza egun oetan. bbox=[1264, 990, 1487, 1150]
poem-stanza bbox=[303, 2064, 527, 2135]
paragraph: Geonegan asko bildu ditugu, asko ta eruz!... Lakinderik maitena il zaigu, ta ixtasoaren erdi-erdiko otzarean... Zenbat negaŕ!... Zenbat malko!... Ez da zapirik oyek txukatzeko. bbox=[303, 1641, 527, 1747]
paragraph: Aŕtu beza gure zorionik berona ere. bbox=[63, 2163, 286, 2197]
poem-line: Ixilki, zoŕitxaŕean... bbox=[830, 1348, 961, 1364]
poem-line: Abestu nai dutenean, bbox=[825, 1276, 966, 1292]
poem-line: Oraindik. bbox=[864, 1652, 927, 1668]
poem-line: Ustel ontatik bbox=[852, 1921, 939, 1937]
poem-line: Beartsuen ongilea, bbox=[592, 676, 718, 692]
poem-line: Negaŕez nago, bbox=[846, 1464, 945, 1480]
poem-line: Ikasi nuen bbox=[861, 1392, 930, 1408]
poem-line: Nere laguna bbox=[854, 1599, 937, 1615]
paragraph: Bizkai'ko lendakariak larunbatean erakutsi zuan bere erabakia, beste bi probintzietako ordezkarien aurrean. bbox=[63, 1880, 286, 1949]
paragraph: ¡Usterik gutxien danean, zoriona eskuan! Oŕela gertatu zayo Amerikatako indiaŕ (indio) bateri. bbox=[1264, 1663, 1487, 1733]
paragraph: Ori da anayei egokitzen zayen bidea. bbox=[63, 2011, 286, 2045]
poem-stanza bbox=[783, 1679, 1008, 1822]
poem-line: Mingañez baño egitez, bbox=[580, 757, 731, 773]
issue-weekday: IGANDEA bbox=[62, 119, 236, 154]
signature-xx: X. X. bbox=[735, 981, 767, 997]
paragraph: Lengo egun batian, emendik ziaŕ Xauen alderuntz zijuazela, Martinez Anido eta Vallejo (jeneral) gudaburuak, eta Silvela Alto Comisario'a ikusi ditugu; gure buruzagiekin izketaldi bat eduki zuten iruŕak. Andik uŕengo egunian, ostera Tetuan alderuntz jatxi ziran. bbox=[1264, 826, 1487, 986]
paragraph: Kaŕtzela utzi aŕtean laisteŕ jakin zuan, bere luŕetan Ioŕ terenoetan petroleotegiak agertu zirala ta, beraz, miloi askoren jabe zala. bbox=[1264, 2075, 1487, 2162]
poem-line: Maitasunezko musu gozoa bbox=[567, 416, 744, 432]
article-la-voz-continued bbox=[1264, 254, 1487, 713]
paragraph: Diotenez, Irakurle asko omen dute: obeala: ene zorion aguŕik sutsuena aren egileri eta irakuŕleri ». bbox=[1264, 440, 1487, 509]
poem-dedication: Kaŕera'taŕ Jesus'en oroitzaz. bbox=[818, 1203, 973, 1216]
poem-line: Iltzen diranak luŕean ». bbox=[577, 389, 734, 405]
poem-line: Muŕmuŕa... bbox=[857, 1733, 934, 1749]
portrait-collar bbox=[641, 1414, 669, 1428]
paragraph: Non sortzen diran, sendagileak ba omen dakite; bañan musu gañera zergatik datozen, ta zenbat bidetxigoŕ dituzten ikusteko, ez da oraindik begizulorik soŕtu. Miña omen da beren maratilla, oñazea beren azoka, negaŕa beren ama, ta oraindik ordea, ez digu iñork esan, zein etxetan duen seaska. bbox=[303, 330, 527, 507]
poem-line: Sinistu nai ez nuena nik, bbox=[333, 2162, 497, 2179]
portrait-body bbox=[567, 1414, 743, 1605]
paragraph: Beriala azkatu zuten indiataŕa. bbox=[1280, 2054, 1486, 2070]
story-number-43: XLIII bbox=[1119, 1715, 1153, 1731]
poem-stanza bbox=[303, 2145, 527, 2216]
poem-line: Apaiz gaŕtsua anima zale bbox=[571, 658, 739, 675]
section-divider bbox=[1264, 1551, 1487, 1553]
poem-line: Euskaldun zintzo ta langilea bbox=[561, 738, 749, 755]
paragraph: Jarai oŕelaxe, gure izkera berezi, euskera maitearí omen-egiñaz, euskaldunei zuzenbidezko erakusteko. bbox=[1264, 642, 1487, 712]
